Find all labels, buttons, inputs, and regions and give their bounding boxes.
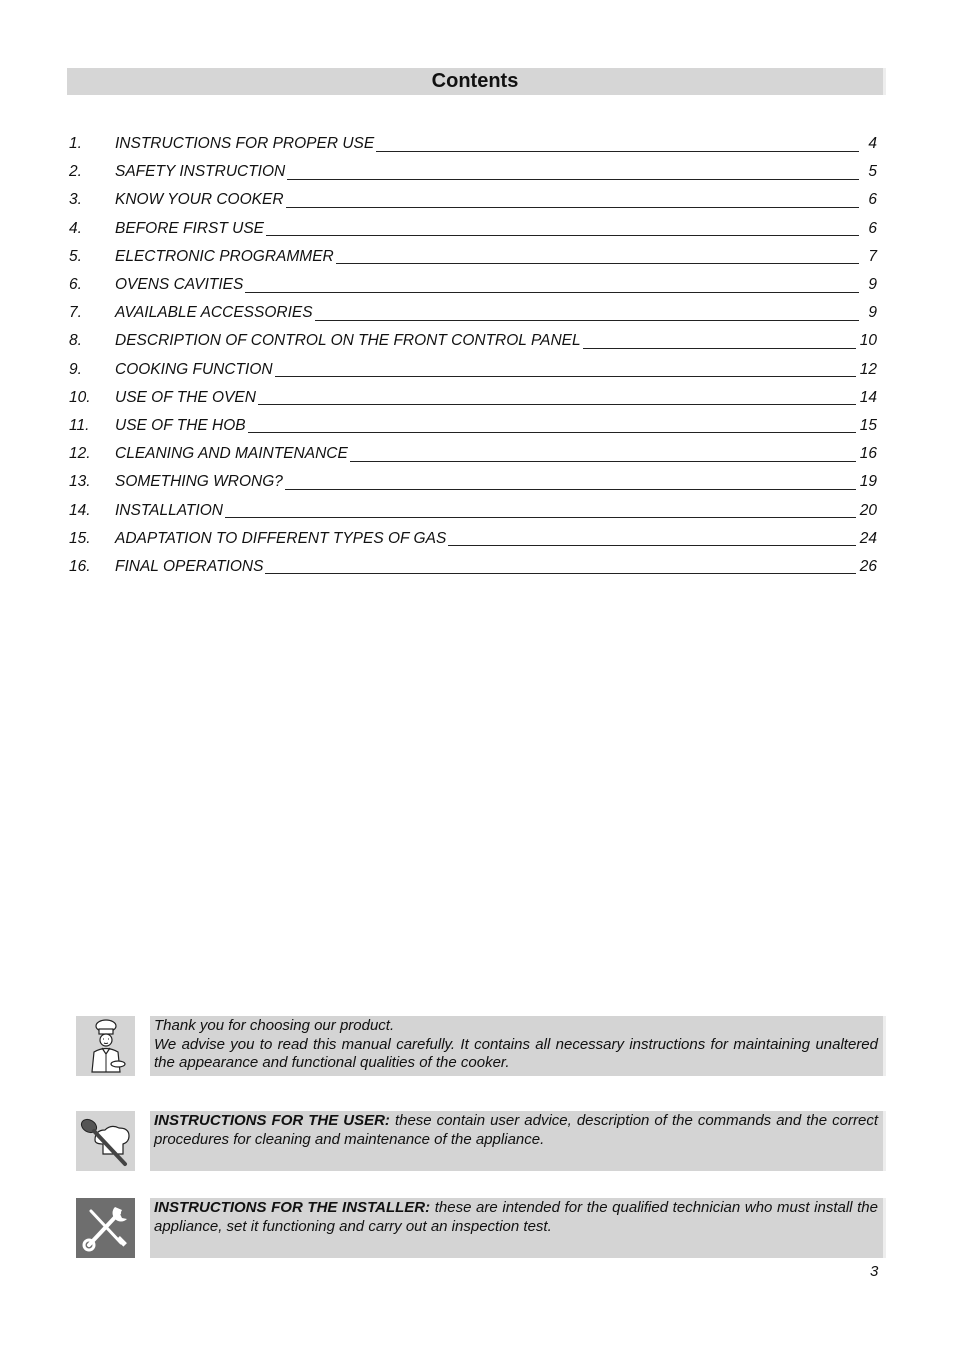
- toc-entry-title: DESCRIPTION OF CONTROL ON THE FRONT CONTROL PANEL: [115, 332, 581, 350]
- table-of-contents: [69, 130, 877, 581]
- contents-header: [67, 68, 886, 95]
- user-instructions-note: [76, 1111, 886, 1171]
- user-instructions-heading: INSTRUCTIONS FOR THE USER:: [154, 1112, 395, 1129]
- toc-entry[interactable]: [69, 271, 877, 299]
- toc-leader-line: [248, 432, 856, 433]
- toc-entry-title: INSTRUCTIONS FOR PROPER USE: [115, 135, 375, 153]
- toc-entry[interactable]: [69, 186, 877, 214]
- toc-entry[interactable]: [69, 356, 877, 384]
- toc-entry[interactable]: [69, 525, 877, 553]
- toc-entry[interactable]: [69, 468, 877, 496]
- welcome-note-line2: We advise you to read this manual carefully. It contains all necessary instructions for maintaining unaltered the appearance and functional qualities of the cooker.: [154, 1035, 878, 1071]
- toc-entry-number: 10.: [69, 388, 91, 406]
- toc-entry[interactable]: [69, 158, 877, 186]
- toc-leader-line: [336, 263, 859, 264]
- toc-entry-number: 6.: [69, 276, 82, 294]
- toc-leader-line: [315, 320, 859, 321]
- toc-entry-number: 4.: [69, 219, 82, 237]
- installer-instructions-body: these are intended for the qualified technician who must install the appliance, set it functioning and carry out an inspection test.: [154, 1199, 878, 1235]
- toc-entry[interactable]: [69, 130, 877, 158]
- toc-entry-title: SOMETHING WRONG?: [115, 473, 283, 491]
- toc-entry-page: 6: [868, 191, 877, 209]
- toc-leader-line: [448, 545, 855, 546]
- toc-leader-line: [285, 489, 856, 490]
- toc-leader-line: [286, 207, 859, 208]
- toc-entry-page: 9: [868, 276, 877, 294]
- toc-leader-line: [376, 151, 859, 152]
- toc-entry-page: 9: [868, 304, 877, 322]
- toc-entry-title: USE OF THE HOB: [115, 416, 246, 434]
- toc-entry-number: 2.: [69, 163, 82, 181]
- toc-entry-page: 7: [868, 247, 877, 265]
- toc-entry-title: FINAL OPERATIONS: [115, 557, 264, 575]
- toc-leader-line: [225, 517, 856, 518]
- toc-leader-line: [275, 376, 856, 377]
- toc-entry[interactable]: [69, 299, 877, 327]
- toc-entry[interactable]: [69, 553, 877, 581]
- toc-entry-page: 15: [859, 416, 877, 434]
- toc-leader-line: [258, 404, 856, 405]
- toc-entry-page: 24: [859, 529, 877, 547]
- toc-entry-title: CLEANING AND MAINTENANCE: [115, 445, 348, 463]
- toc-entry-title: KNOW YOUR COOKER: [115, 191, 284, 209]
- toc-entry-page: 5: [868, 163, 877, 181]
- toc-entry-page: 19: [859, 473, 877, 491]
- welcome-note-line1: Thank you for choosing our product.: [154, 1017, 395, 1034]
- toc-entry[interactable]: [69, 327, 877, 355]
- page-number: 3: [870, 1263, 879, 1280]
- welcome-note: [76, 1016, 886, 1076]
- toc-entry-number: 5.: [69, 247, 82, 265]
- installer-instructions-note: [76, 1198, 886, 1258]
- toc-entry-number: 9.: [69, 360, 82, 378]
- toc-entry-number: 11.: [69, 416, 90, 434]
- toc-entry-page: 26: [859, 557, 877, 575]
- toc-entry-page: 6: [868, 219, 877, 237]
- toc-entry-title: INSTALLATION: [115, 501, 223, 519]
- toc-entry[interactable]: [69, 384, 877, 412]
- toc-entry-number: 12.: [69, 445, 91, 463]
- toc-leader-line: [583, 348, 856, 349]
- toc-entry-page: 16: [859, 445, 877, 463]
- user-instructions-body: these contain user advice, description of the commands and the correct procedures for cleaning and maintenance of the appliance.: [154, 1112, 878, 1148]
- toc-entry-title: BEFORE FIRST USE: [115, 219, 264, 237]
- toc-entry[interactable]: [69, 440, 877, 468]
- toc-entry-title: COOKING FUNCTION: [115, 360, 273, 378]
- installer-instructions-heading: INSTRUCTIONS FOR THE INSTALLER:: [154, 1199, 435, 1216]
- toc-entry-number: 16.: [69, 557, 91, 575]
- page-title: Contents: [431, 70, 519, 92]
- welcome-note-text: [150, 1016, 886, 1076]
- toc-leader-line: [287, 179, 859, 180]
- toc-entry-title: SAFETY INSTRUCTION: [115, 163, 286, 181]
- toc-entry[interactable]: [69, 243, 877, 271]
- chef-icon: [76, 1016, 135, 1076]
- toc-entry-page: 14: [859, 388, 877, 406]
- toc-entry-title: ELECTRONIC PROGRAMMER: [115, 247, 334, 265]
- spoon-chef-hat-icon: [76, 1111, 135, 1171]
- toc-entry-number: 3.: [69, 191, 82, 209]
- toc-entry-page: 10: [859, 332, 877, 350]
- user-instructions-text: [150, 1111, 886, 1171]
- toc-entry-number: 14.: [69, 501, 91, 519]
- toc-leader-line: [350, 461, 856, 462]
- toc-entry-number: 13.: [69, 473, 91, 491]
- toc-leader-line: [266, 235, 859, 236]
- toc-entry-number: 7.: [69, 304, 82, 322]
- toc-entry-title: ADAPTATION TO DIFFERENT TYPES OF GAS: [115, 529, 447, 547]
- toc-entry[interactable]: [69, 496, 877, 524]
- toc-leader-line: [265, 573, 855, 574]
- toc-entry-number: 1.: [69, 135, 82, 153]
- toc-entry-title: USE OF THE OVEN: [115, 388, 256, 406]
- toc-entry-page: 4: [868, 135, 877, 153]
- toc-entry-page: 20: [859, 501, 877, 519]
- toc-entry-number: 15.: [69, 529, 91, 547]
- installer-instructions-text: [150, 1198, 886, 1258]
- toc-entry-title: AVAILABLE ACCESSORIES: [115, 304, 313, 322]
- toc-entry[interactable]: [69, 412, 877, 440]
- toc-leader-line: [245, 292, 859, 293]
- toc-entry[interactable]: [69, 215, 877, 243]
- toc-entry-title: OVENS CAVITIES: [115, 276, 244, 294]
- toc-entry-page: 12: [859, 360, 877, 378]
- toc-entry-number: 8.: [69, 332, 82, 350]
- wrench-screwdriver-icon: [76, 1198, 135, 1258]
